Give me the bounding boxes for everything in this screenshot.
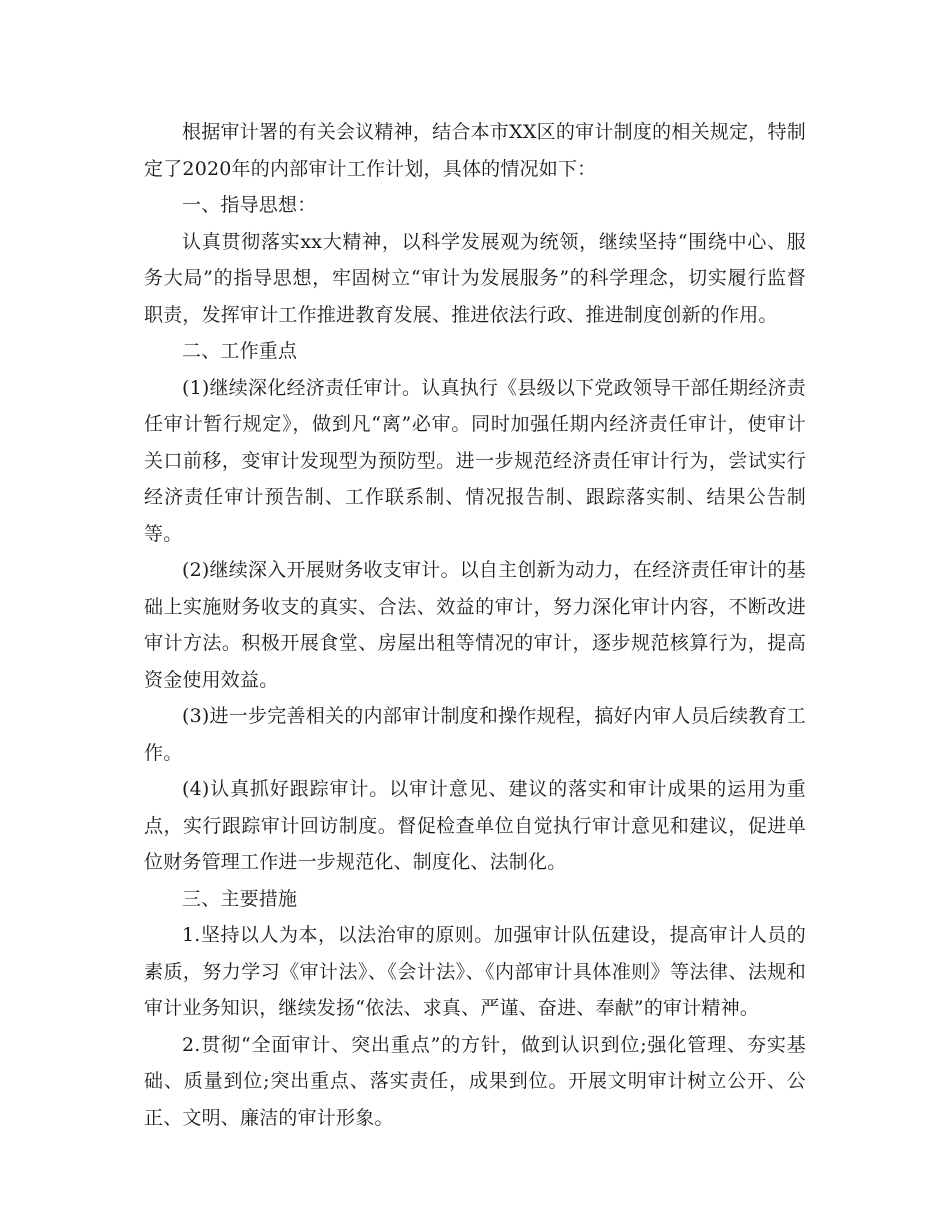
- document-body: [144, 114, 806, 1136]
- section-2-item-3: (3)进一步完善相关的内部审计制度和操作规程，搞好内审人员后续教育工作。: [144, 705, 806, 764]
- section-2-item-2: (2)继续深入开展财务收支审计。以自主创新为动力，在经济责任审计的基础上实施财务收支的真实、合法、效益的审计，努力深化审计内容，不断改进审计方法。积极开展食堂、房屋出租等情况的审计，逐步规范核算行为，提高资金使用效益。: [144, 559, 806, 691]
- section-2-item-1: (1)继续深化经济责任审计。认真执行《县级以下党政领导干部任期经济责任审计暂行规定》，做到凡“离”必审。同时加强任期内经济责任审计，使审计关口前移，变审计发现型为预防型。进一步规范经济责任审计行为，尝试实行经济责任审计预告制、工作联系制、情况报告制、跟踪落实制、结果公告制等。: [144, 376, 806, 545]
- section-1-paragraph: 认真贯彻落实xx大精神，以科学发展观为统领，继续坚持“围绕中心、服务大局”的指导思想，牢固树立“审计为发展服务”的科学理念，切实履行监督职责，发挥审计工作推进教育发展、推进依法行政、推进制度创新的作用。: [144, 230, 806, 326]
- intro-paragraph: 根据审计署的有关会议精神，结合本市XX区的审计制度的相关规定，特制定了2020年的内部审计工作计划，具体的情况如下：: [144, 121, 806, 180]
- section-3-item-2: 2.贯彻“全面审计、突出重点”的方针，做到认识到位;强化管理、夯实基础、质量到位;突出重点、落实责任，成果到位。开展文明审计树立公开、公正、文明、廉洁的审计形象。: [144, 1033, 806, 1129]
- section-3-item-1: 1.坚持以人为本，以法治审的原则。加强审计队伍建设，提高审计人员的素质，努力学习《审计法》、《会计法》、《内部审计具体准则》等法律、法规和审计业务知识，继续发扬“依法、求真、严谨、奋进、奉献”的审计精神。: [144, 924, 806, 1019]
- section-1-heading: 一、指导思想：: [182, 194, 317, 216]
- section-2-item-4: (4)认真抓好跟踪审计。以审计意见、建议的落实和审计成果的运用为重点，实行跟踪审计回访制度。督促检查单位自觉执行审计意见和建议，促进单位财务管理工作进一步规范化、制度化、法制化。: [144, 778, 806, 873]
- section-3-heading: 三、主要措施: [182, 887, 298, 910]
- section-2-heading: 二、工作重点: [182, 340, 298, 362]
